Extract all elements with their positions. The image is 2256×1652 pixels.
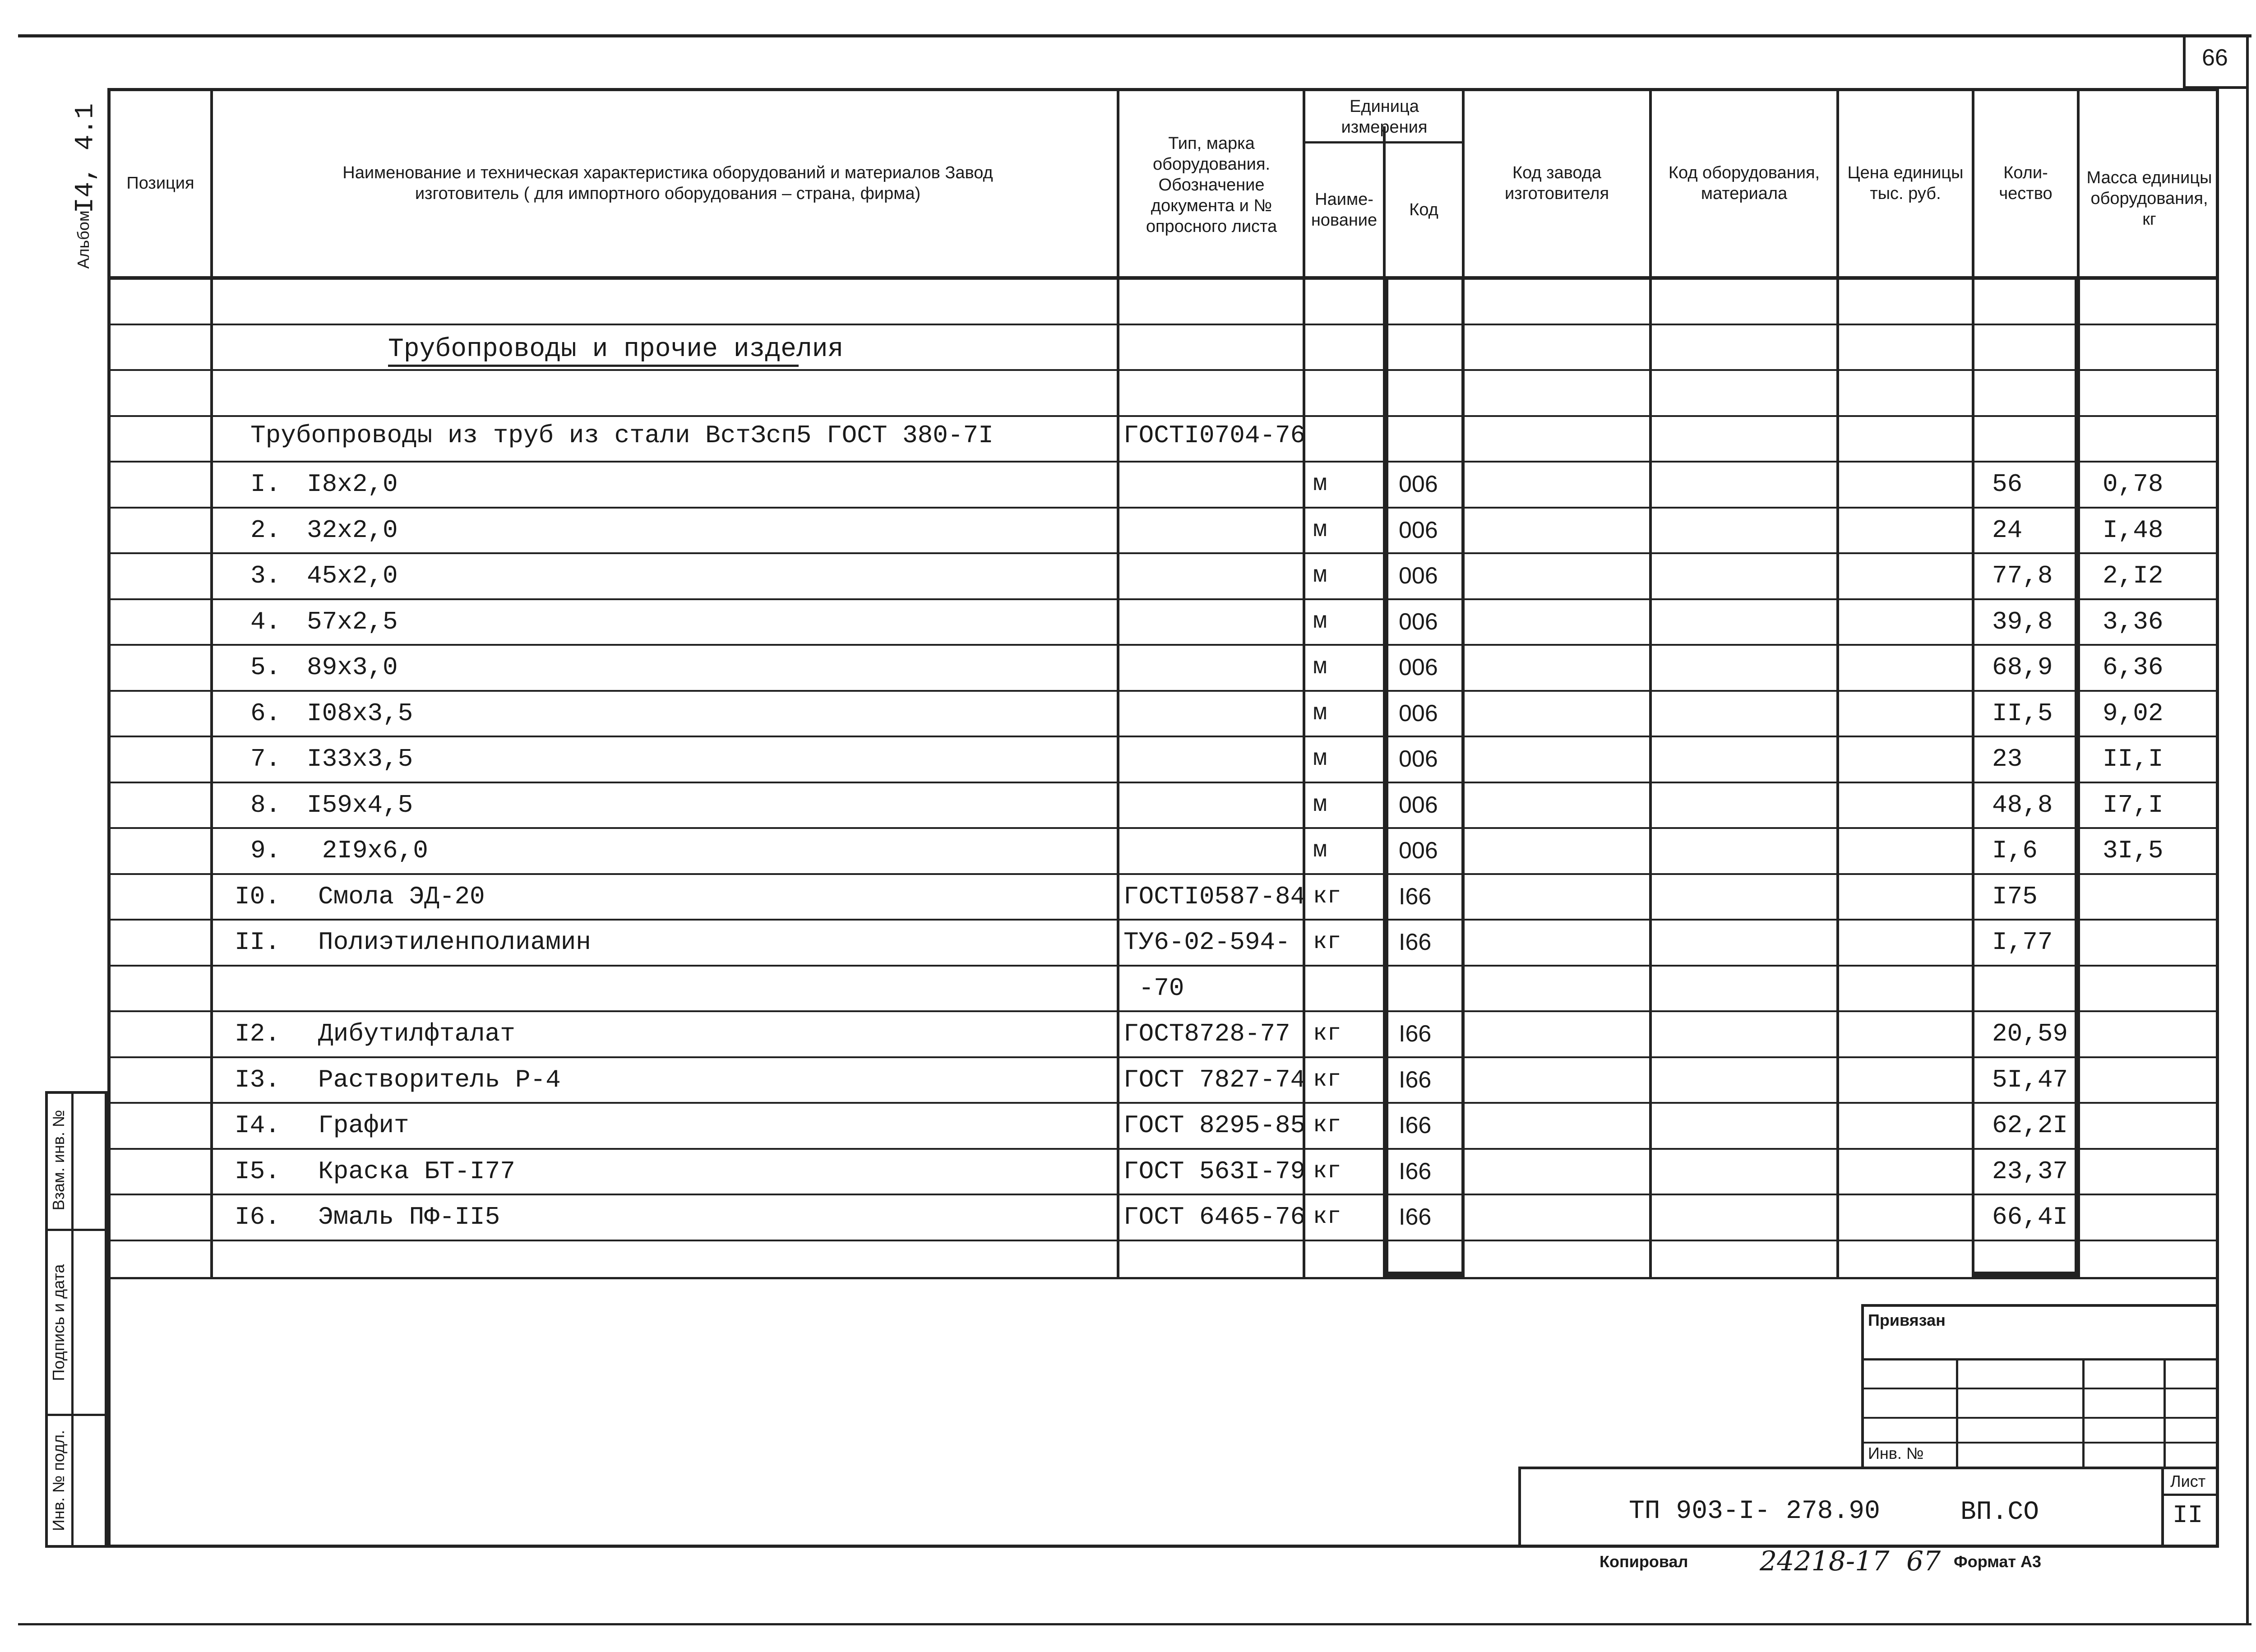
row-number: 7. (250, 745, 281, 773)
row-line (107, 873, 2219, 875)
row-name: Эмаль ПФ-II5 (318, 1203, 500, 1231)
row-unit: м (1313, 608, 1327, 635)
row-doc: ГОСТ 7827-74 (1123, 1065, 1306, 1094)
row-number: 8. (250, 791, 281, 819)
row-line (107, 324, 2219, 325)
stamp-designation: ТП 903-I- 278.90 (1629, 1497, 1880, 1526)
row-number: 6. (250, 699, 281, 728)
footer-page: 67 (1906, 1546, 1941, 1577)
header-quantity: Коли-чество (1999, 163, 2053, 203)
header-type: Тип, марка оборудования. Обозначение документа и № опросного листа (1146, 134, 1277, 236)
row-code: 006 (1399, 838, 1438, 864)
row-code: I66 (1399, 1112, 1432, 1138)
row-doc: ГОСТI0587-84 (1123, 882, 1306, 911)
side-album-value: I4, 4.1 (71, 103, 101, 213)
row-unit: м (1313, 471, 1327, 497)
row-line (107, 827, 2219, 829)
row-doc: ГОСТ8728-77 (1123, 1019, 1290, 1048)
row-qty: I,6 (1992, 836, 2038, 865)
row-name: 57x2,5 (307, 607, 398, 636)
row-number: 4. (250, 607, 281, 636)
header-name: Наименование и техническая характеристика оборудований и материалов Завод изготовитель ( для импортного оборудования – страна, фирма) (342, 163, 993, 203)
row-code: I66 (1399, 884, 1432, 910)
row-line (107, 919, 2219, 921)
row-mass: 3I,5 (2103, 836, 2164, 865)
row-code: 006 (1399, 471, 1438, 497)
row-line (107, 1148, 2219, 1150)
row-doc: ГОСТ 6465-76 (1123, 1203, 1306, 1231)
row-unit: кг (1313, 1203, 1341, 1230)
row-number: 9. (250, 836, 281, 865)
row-name: Смола ЭД-20 (318, 882, 485, 911)
stamp-list-line (2161, 1494, 2219, 1496)
row-code: 006 (1399, 654, 1438, 680)
side-strip-line-1 (45, 1229, 107, 1231)
row-code: 006 (1399, 563, 1438, 589)
group-doc: ГОСТI0704-76 (1123, 421, 1306, 450)
row-doc: ТУ6-02-594- (1123, 928, 1290, 957)
table-body-bottom (107, 1277, 2219, 1279)
side-label-album: Альбом (74, 210, 92, 269)
row-qty: 48,8 (1992, 791, 2053, 819)
row-mass: I,48 (2103, 516, 2164, 545)
col-line-2 (1117, 88, 1119, 1279)
row-line (107, 965, 2219, 967)
format-label: Формат А3 (1954, 1552, 2042, 1571)
row-number: 2. (250, 516, 281, 545)
header-bottom-line (107, 276, 2219, 280)
row-unit: кг (1313, 1112, 1341, 1138)
privyazan-vline-3 (2164, 1358, 2166, 1467)
row-mass: 3,36 (2103, 607, 2164, 636)
row-code: 006 (1399, 517, 1438, 543)
header-price: Цена единицы тыс. руб. (1847, 163, 1964, 203)
kopiroval-label: Копировал (1600, 1552, 1688, 1571)
row-unit: кг (1313, 1020, 1341, 1047)
row-unit: м (1313, 791, 1327, 818)
row-number: 3. (250, 561, 281, 590)
row-line (107, 1010, 2219, 1012)
row-code: I66 (1399, 1204, 1432, 1230)
header-position: Позиция (126, 174, 194, 193)
header-unit-code: Код (1409, 200, 1438, 219)
row-line (107, 1056, 2219, 1058)
privyazan-label: Привязан (1868, 1311, 1946, 1329)
row-name: 89x3,0 (307, 653, 398, 682)
row-number: I4. (235, 1111, 280, 1140)
side-label-inv: Инв. № подл. (49, 1430, 68, 1532)
row-name: I8x2,0 (307, 470, 398, 499)
inv-no-label: Инв. № (1868, 1444, 1924, 1462)
row-qty: 56 (1992, 470, 2023, 499)
row-unit: м (1313, 745, 1327, 772)
row-line (107, 552, 2219, 554)
row-code: I66 (1399, 1067, 1432, 1093)
row-name: 32x2,0 (307, 516, 398, 545)
side-strip-divider (71, 1091, 74, 1548)
row-qty: 23 (1992, 745, 2023, 773)
header-unit: Единица измерения (1341, 97, 1428, 137)
row-qty: 68,9 (1992, 653, 2053, 682)
list-label: Лист (2170, 1472, 2206, 1490)
row-code: I66 (1399, 1021, 1432, 1047)
row-line (107, 1194, 2219, 1195)
row-unit: м (1313, 837, 1327, 864)
row-name: Растворитель Р-4 (318, 1065, 561, 1094)
row-line (107, 1240, 2219, 1241)
row-qty: 24 (1992, 516, 2023, 545)
row-qty: 23,37 (1992, 1157, 2068, 1186)
row-mass: 6,36 (2103, 653, 2164, 682)
row-qty: II,5 (1992, 699, 2053, 728)
row-doc: ГОСТ 563I-79 (1123, 1157, 1306, 1186)
row-code: I66 (1399, 929, 1432, 955)
row-name: Дибутилфталат (318, 1019, 515, 1048)
row-unit: м (1313, 517, 1327, 543)
row-qty: 5I,47 (1992, 1065, 2068, 1094)
row-number: I0. (235, 882, 280, 911)
row-number: I. (250, 470, 281, 499)
row-qty: I,77 (1992, 928, 2053, 957)
handwritten-number: 24218-17 (1760, 1546, 1890, 1577)
row-unit: м (1313, 654, 1327, 680)
row-number: I2. (235, 1019, 280, 1048)
bottom-border (18, 1623, 2251, 1625)
row-line (107, 461, 2219, 463)
group-title: Трубопроводы из труб из стали ВстЗсп5 ГОСТ 380-7I (250, 421, 994, 450)
header-mass: Масса единицы оборудования, кг (2086, 168, 2212, 229)
header-factory-code: Код завода изготовителя (1504, 163, 1609, 203)
row-code: I66 (1399, 1158, 1432, 1185)
row-line (107, 782, 2219, 783)
side-strip-line-2 (45, 1414, 107, 1416)
row-mass: I7,I (2103, 791, 2164, 819)
row-name: Полиэтиленполиамин (318, 928, 591, 957)
top-border (18, 34, 2251, 37)
section-title: Трубопроводы и прочие изделия (388, 335, 844, 364)
row-mass: 0,78 (2103, 470, 2164, 499)
stamp-code: ВП.СО (1960, 1498, 2039, 1527)
row-line (107, 1102, 2219, 1104)
row-line (107, 736, 2219, 737)
row-qty: 66,4I (1992, 1203, 2068, 1231)
row-unit: кг (1313, 1066, 1341, 1093)
row-mass: II,I (2103, 745, 2164, 773)
row-qty: 77,8 (1992, 561, 2053, 590)
row-line (107, 644, 2219, 646)
row-name: I08x3,5 (307, 699, 413, 728)
privyazan-vline-2 (2082, 1358, 2085, 1467)
row-qty: 20,59 (1992, 1019, 2068, 1048)
row-number: II. (235, 928, 280, 957)
row-mass: 2,I2 (2103, 561, 2164, 590)
side-label-podpis: Подпись и дата (49, 1264, 68, 1381)
stamp-list-divider (2161, 1467, 2164, 1548)
row-name: I33x3,5 (307, 745, 413, 773)
header-unit-name: Наиме-нование (1311, 190, 1378, 230)
row-doc: -70 (1123, 974, 1184, 1003)
row-code: 006 (1399, 746, 1438, 772)
row-unit: кг (1313, 883, 1341, 910)
row-code: 006 (1399, 700, 1438, 727)
row-number: I3. (235, 1065, 280, 1094)
row-name: Графит (318, 1111, 409, 1140)
side-label-vzam: Взам. инв. № (49, 1110, 68, 1211)
corner-sheet-number: 66 (2202, 45, 2228, 71)
row-qty: I75 (1992, 882, 2038, 911)
row-line (107, 415, 2219, 417)
col-line-1 (210, 88, 213, 1279)
row-number: 5. (250, 653, 281, 682)
row-code: 006 (1399, 609, 1438, 635)
row-name: 45x2,0 (307, 561, 398, 590)
row-number: I5. (235, 1157, 280, 1186)
row-mass: 9,02 (2103, 699, 2164, 728)
row-line (107, 690, 2219, 692)
row-qty: 39,8 (1992, 607, 2053, 636)
row-unit: кг (1313, 1158, 1341, 1185)
right-border (2246, 34, 2249, 1624)
row-unit: м (1313, 562, 1327, 589)
row-unit: кг (1313, 929, 1341, 955)
section-title-underline (388, 365, 799, 367)
row-unit: м (1313, 700, 1327, 727)
row-code: 006 (1399, 792, 1438, 818)
row-name: I59x4,5 (307, 791, 413, 819)
row-qty: 62,2I (1992, 1111, 2068, 1140)
row-name: Краска БТ-I77 (318, 1157, 515, 1186)
row-line (107, 369, 2219, 371)
row-line (107, 507, 2219, 509)
row-number: I6. (235, 1203, 280, 1231)
row-name: 2I9x6,0 (307, 836, 428, 865)
row-doc: ГОСТ 8295-85 (1123, 1111, 1306, 1140)
privyazan-vline-1 (1956, 1358, 1958, 1467)
list-value: II (2173, 1501, 2203, 1530)
header-equipment-code: Код оборудования, материала (1668, 163, 1820, 203)
row-line (107, 598, 2219, 600)
